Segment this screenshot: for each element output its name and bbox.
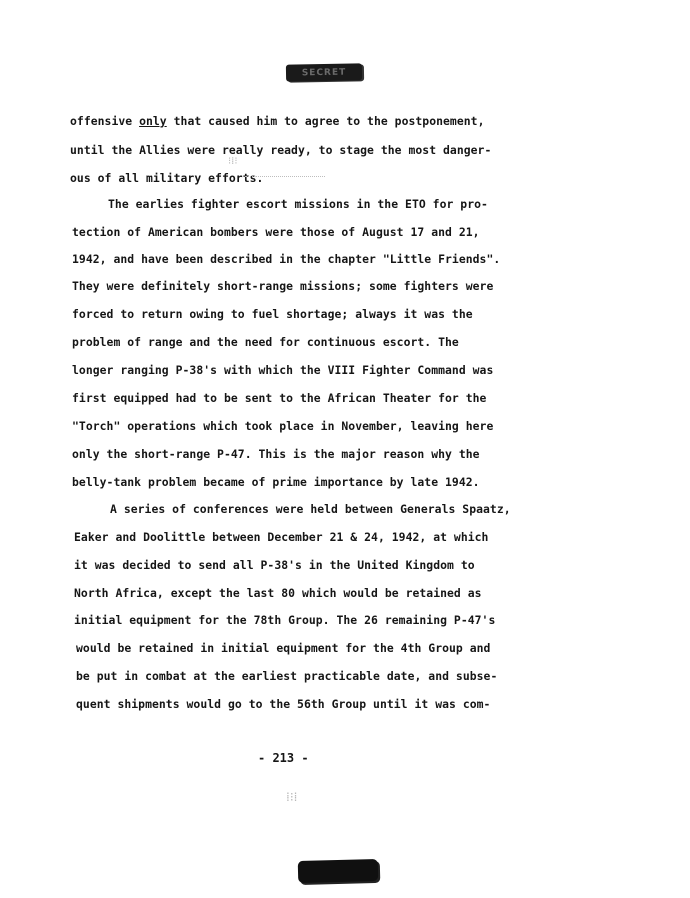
text-line-20: would be retained in initial equipment for the 4th Group and	[76, 641, 491, 655]
text-line-8: forced to return owing to fuel shortage; always it was the	[72, 307, 473, 321]
text-line-4: The earlies fighter escort missions in the ETO for pro-	[108, 197, 488, 211]
text-line-22: quent shipments would go to the 56th Group until it was com-	[76, 697, 491, 711]
text-line-21: be put in combat at the earliest practicable date, and subse-	[76, 669, 498, 683]
text-line-1: offensive only that caused him to agree to the postponement,	[70, 114, 485, 128]
text-line-6: 1942, and have been described in the chapter "Little Friends".	[72, 252, 501, 266]
text-line-15: A series of conferences were held between Generals Spaatz,	[110, 502, 511, 516]
text-line-2: until the Allies were really ready, to stage the most danger-	[70, 143, 492, 157]
text-line-17: it was decided to send all P-38's in the United Kingdom to	[74, 558, 475, 572]
underlined-word: only	[139, 114, 167, 128]
text-line-3: ous of all military efforts.	[70, 171, 264, 185]
classification-stamp-top	[286, 63, 362, 81]
text-line-16: Eaker and Doolittle between December 21 & 24, 1942, at which	[74, 530, 489, 544]
text-line-11: first equipped had to be sent to the African Theater for the	[72, 391, 487, 405]
classification-stamp-bottom	[298, 859, 379, 883]
text-line-7: They were definitely short-range missions; some fighters were	[72, 279, 494, 293]
text-line-9: problem of range and the need for continuous escort. The	[72, 335, 459, 349]
text-line-13: only the short-range P-47. This is the major reason why the	[72, 447, 480, 461]
text-line-5: tection of American bombers were those of August 17 and 21,	[72, 225, 480, 239]
text-line-12: "Torch" operations which took place in November, leaving here	[72, 419, 494, 433]
text-line-14: belly-tank problem became of prime importance by late 1942.	[72, 475, 480, 489]
text-line-18: North Africa, except the last 80 which would be retained as	[74, 586, 482, 600]
text-line-19: initial equipment for the 78th Group. The 26 remaining P-47's	[74, 613, 496, 627]
classification-stamp-text: SECRET	[301, 67, 347, 78]
page-number: - 213 -	[258, 751, 309, 765]
faint-mark-top: ⁝⁞⁝	[228, 156, 238, 167]
faint-mark-bottom: ⁞⁝⁞	[286, 790, 298, 804]
faint-dotted-mark	[245, 176, 325, 180]
text-line-10: longer ranging P-38's with which the VIII Fighter Command was	[72, 363, 494, 377]
